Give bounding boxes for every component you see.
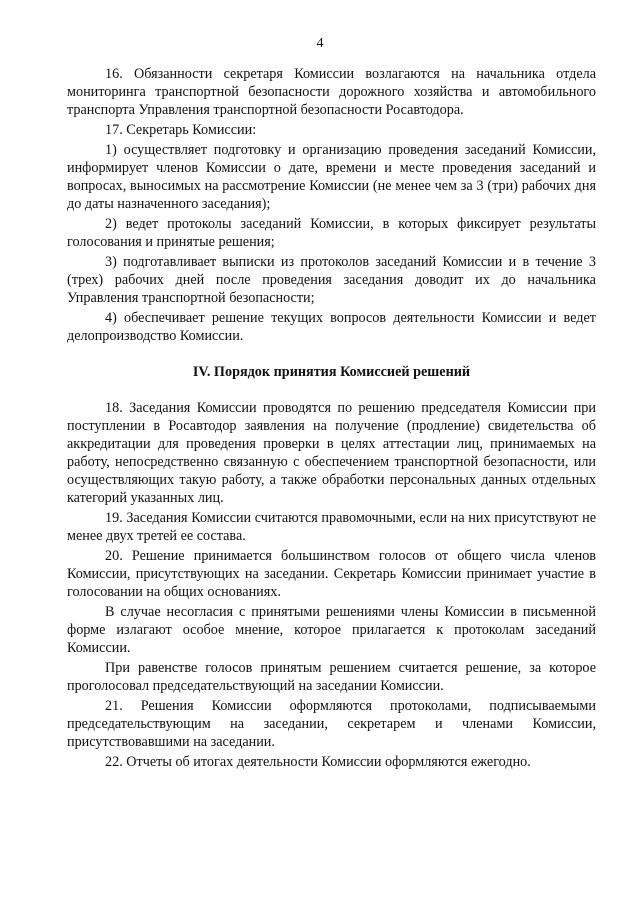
paragraph-17-item-1: 1) осуществляет подготовку и организацию проведения заседаний Комиссии, информирует членов Комиссии о дате, времени и месте проведения заседаний и вопросах, выносимых на рассмотрение Комиссии (не менее чем за 3 (три) рабочих дня до даты назначенного заседания); [67, 142, 596, 212]
paragraph-17-item-4: 4) обеспечивает решение текущих вопросов деятельности Комиссии и ведет делопроизводство Комиссии. [67, 310, 596, 344]
paragraph-17: 17. Секретарь Комиссии: [105, 122, 257, 138]
paragraph-19: 19. Заседания Комиссии считаются правомочными, если на них присутствуют не менее двух третей ее состава. [67, 510, 596, 544]
document-body [67, 65, 596, 773]
paragraph-21: 21. Решения Комиссии оформляются протоколами, подписываемыми председательствующим на заседании, секретарем и членами Комиссии, присутствовавшими на заседании. [67, 698, 596, 750]
page-number: 4 [316, 36, 324, 51]
paragraph-22: 22. Отчеты об итогах деятельности Комиссии оформляются ежегодно. [105, 754, 531, 770]
paragraph-20: 20. Решение принимается большинством голосов от общего числа членов Комиссии, присутствующих на заседании. Секретарь Комиссии принимает участие в голосовании на общих основаниях. [67, 548, 596, 600]
paragraph-20-dissent: В случае несогласия с принятыми решениями члены Комиссии в письменной форме излагают особое мнение, которое прилагается к протоколам заседаний Комиссии. [67, 604, 596, 656]
paragraph-18: 18. Заседания Комиссии проводятся по решению председателя Комиссии при поступлении в Росавтодор заявления на получение (продление) свидетельства об аккредитации для проведения проверки в целях аттестации лиц, принимаемых на работу, непосредственно связанную с обеспечением транспортной безопасности, или осуществляющих такую работу, а также обработки персональных данных отдельных категорий указанных лиц. [67, 400, 596, 506]
paragraph-17-item-3: 3) подготавливает выписки из протоколов заседаний Комиссии и в течение 3 (трех) рабочих дней после проведения заседания доводит их до начальника Управления транспортной безопасности; [67, 254, 596, 306]
paragraph-17-item-2: 2) ведет протоколы заседаний Комиссии, в которых фиксирует результаты голосования и принятые решения; [67, 216, 596, 250]
paragraph-16: 16. Обязанности секретаря Комиссии возлагаются на начальника отдела мониторинга транспортной безопасности дорожного хозяйства и автомобильного транспорта Управления транспортной безопасности Росавтодора. [67, 66, 596, 118]
section-heading: IV. Порядок принятия Комиссией решений [192, 364, 471, 380]
paragraph-20-tie: При равенстве голосов принятым решением считается решение, за которое проголосовал председательствующий на заседании Комиссии. [67, 660, 596, 694]
